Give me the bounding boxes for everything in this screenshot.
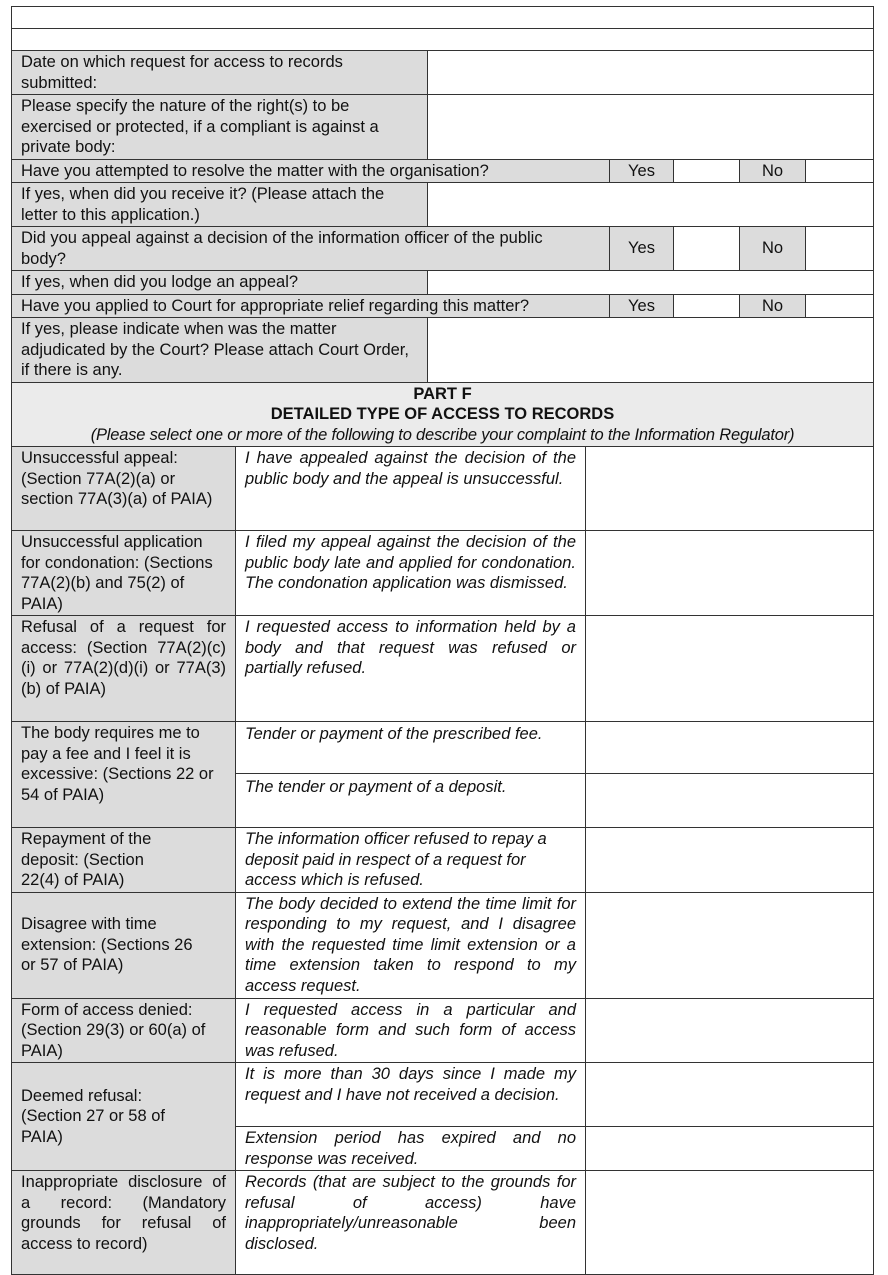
part-f-title: PART F xyxy=(21,384,864,405)
part-f-select-box[interactable] xyxy=(586,1127,874,1171)
part-f-category: Inappropriate disclosure of a record: (Mandatory grounds for refusal of access to record) xyxy=(12,1171,236,1275)
part-e-table xyxy=(11,6,874,383)
date-submitted-field[interactable] xyxy=(428,51,874,95)
top-blank-bar-1[interactable] xyxy=(12,7,874,29)
part-f-select-box[interactable] xyxy=(586,722,874,774)
attempted-resolve-yes[interactable]: Yes xyxy=(610,159,674,183)
date-submitted-label: Date on which request for access to records submitted: xyxy=(12,51,428,95)
attempted-resolve-no-box[interactable] xyxy=(806,159,874,183)
part-f-description: I have appealed against the decision of the public body and the appeal is unsuccessful. xyxy=(236,447,586,531)
part-f-category: The body requires me to pay a fee and I feel it is excessive: (Sections 22 or 54 of PAIA) xyxy=(12,722,236,828)
applied-court-yes[interactable]: Yes xyxy=(610,294,674,318)
part-f-select-box[interactable] xyxy=(586,828,874,893)
part-f-select-box[interactable] xyxy=(586,892,874,998)
part-f-description: It is more than 30 days since I made my request and I have not received a decision. xyxy=(236,1063,586,1127)
part-f-select-box[interactable] xyxy=(586,1063,874,1127)
court-adjudicated-label: If yes, please indicate when was the matter adjudicated by the Court? Please attach Court Order, if there is any. xyxy=(12,318,428,383)
applied-court-no[interactable]: No xyxy=(740,294,806,318)
court-adjudicated-field[interactable] xyxy=(428,318,874,383)
part-f-select-box[interactable] xyxy=(586,447,874,531)
part-f-description: I requested access in a particular and reasonable form and such form of access was refused. xyxy=(236,998,586,1063)
part-f-description: The body decided to extend the time limit for responding to my request, and I disagree with the requested time limit extension or a time extension taken to respond to my access request. xyxy=(236,892,586,998)
when-received-label: If yes, when did you receive it? (Please attach the letter to this application.) xyxy=(12,183,428,227)
part-f-description: The information officer refused to repay a deposit paid in respect of a request for access which is refused. xyxy=(236,828,586,893)
appealed-no-box[interactable] xyxy=(806,227,874,271)
part-f-description: The tender or payment of a deposit. xyxy=(236,774,586,828)
part-f-category: Repayment of the deposit: (Section 22(4) of PAIA) xyxy=(12,828,236,893)
part-f-category: Refusal of a request for access: (Section 77A(2)(c)(i) or 77A(2)(d)(i) or 77A(3)(b) of PAIA) xyxy=(12,616,236,722)
part-f-category: Deemed refusal: (Section 27 or 58 of PAIA) xyxy=(12,1063,236,1171)
part-f-category: Unsuccessful application for condonation: (Sections 77A(2)(b) and 75(2) of PAIA) xyxy=(12,531,236,616)
applied-court-label: Have you applied to Court for appropriate relief regarding this matter? xyxy=(12,294,610,318)
part-f-subtitle: DETAILED TYPE OF ACCESS TO RECORDS xyxy=(21,404,864,425)
nature-of-right-label: Please specify the nature of the right(s) to be exercised or protected, if a compliant is against a private body: xyxy=(12,95,428,160)
part-f-description: I filed my appeal against the decision of the public body late and applied for condonation. The condonation application was dismissed. xyxy=(236,531,586,616)
part-f-description: Tender or payment of the prescribed fee. xyxy=(236,722,586,774)
applied-court-yes-box[interactable] xyxy=(674,294,740,318)
part-f-category: Disagree with time extension: (Sections 26 or 57 of PAIA) xyxy=(12,892,236,998)
part-f-select-box[interactable] xyxy=(586,998,874,1063)
part-f-select-box[interactable] xyxy=(586,616,874,722)
attempted-resolve-no[interactable]: No xyxy=(740,159,806,183)
part-f-category: Unsuccessful appeal: (Section 77A(2)(a) or section 77A(3)(a) of PAIA) xyxy=(12,447,236,531)
appealed-yes-box[interactable] xyxy=(674,227,740,271)
nature-of-right-field[interactable] xyxy=(428,95,874,160)
part-f-note: (Please select one or more of the following to describe your complaint to the Information Regulator) xyxy=(21,425,864,446)
part-f-table xyxy=(11,382,874,1275)
part-f-select-box[interactable] xyxy=(586,531,874,616)
when-lodged-label: If yes, when did you lodge an appeal? xyxy=(12,271,428,295)
when-lodged-field[interactable] xyxy=(428,271,874,295)
appealed-label: Did you appeal against a decision of the information officer of the public body? xyxy=(12,227,610,271)
when-received-field[interactable] xyxy=(428,183,874,227)
part-f-select-box[interactable] xyxy=(586,1171,874,1275)
appealed-no[interactable]: No xyxy=(740,227,806,271)
attempted-resolve-yes-box[interactable] xyxy=(674,159,740,183)
complaint-form xyxy=(11,6,873,1275)
applied-court-no-box[interactable] xyxy=(806,294,874,318)
part-f-description: Records (that are subject to the grounds for refusal of access) have inappropriately/unreasonable been disclosed. xyxy=(236,1171,586,1275)
attempted-resolve-label: Have you attempted to resolve the matter with the organisation? xyxy=(12,159,610,183)
part-f-select-box[interactable] xyxy=(586,774,874,828)
top-blank-bar-2[interactable] xyxy=(12,29,874,51)
part-f-description: I requested access to information held by a body and that request was refused or partially refused. xyxy=(236,616,586,722)
part-f-header xyxy=(12,382,874,447)
appealed-yes[interactable]: Yes xyxy=(610,227,674,271)
part-f-category: Form of access denied: (Section 29(3) or 60(a) of PAIA) xyxy=(12,998,236,1063)
part-f-description: Extension period has expired and no response was received. xyxy=(236,1127,586,1171)
